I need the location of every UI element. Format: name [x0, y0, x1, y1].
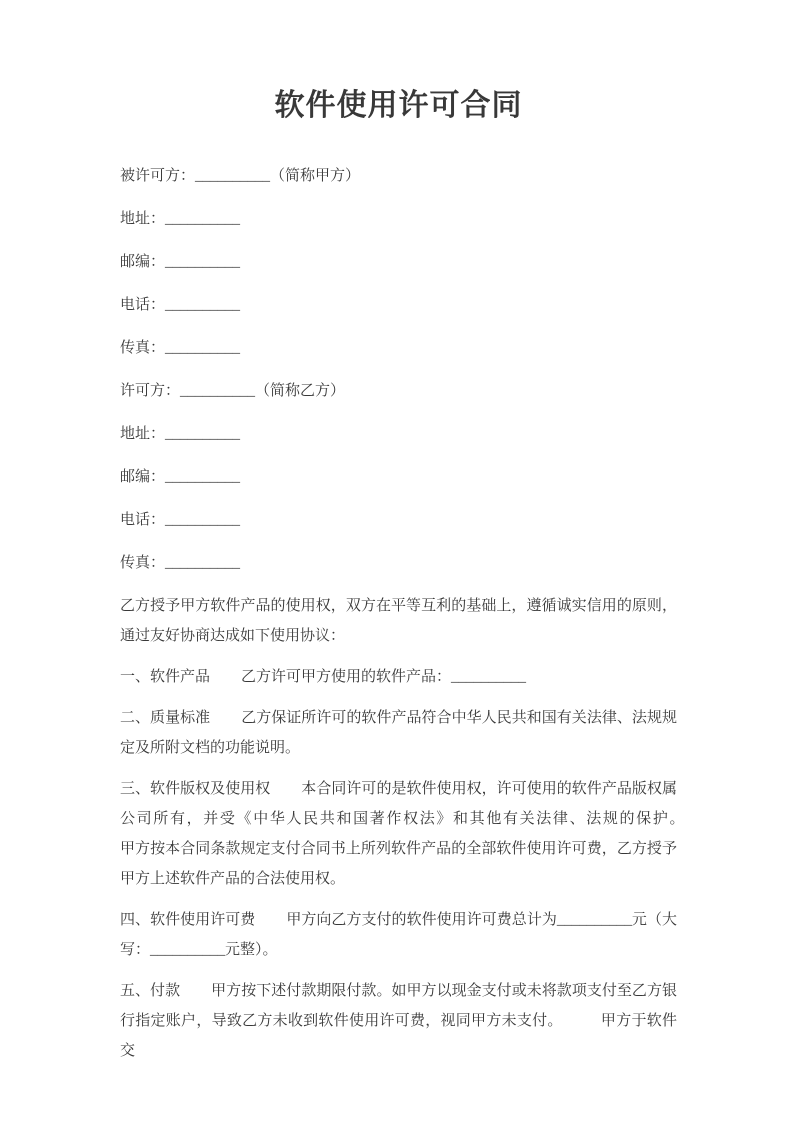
postcode-blank: __________	[165, 254, 241, 270]
licensee-fax-line	[120, 333, 677, 363]
phone-label: 电话：	[120, 512, 166, 528]
licensee-phone-line	[120, 290, 677, 320]
phone-blank: __________	[165, 512, 241, 528]
clause-software-product	[120, 662, 677, 692]
clause-copyright-and-license	[120, 774, 723, 894]
fax-blank: __________	[165, 340, 241, 356]
preamble-paragraph: 乙方授予甲方软件产品的使用权，双方在平等互利的基础上，遵循诚实信用的原则，通过友好协商达成如下使用协议：	[120, 598, 677, 644]
clause-heading-gap	[180, 994, 211, 995]
clause-heading: 四、软件使用许可费	[120, 912, 256, 928]
licensee-name-line	[120, 161, 677, 191]
clause-body: 乙方许可甲方使用的软件产品：__________	[241, 669, 527, 685]
clause-heading-gap	[210, 680, 241, 681]
licensee-address-line	[120, 204, 677, 234]
clause-body: 甲方按下述付款期限付款。如甲方以现金支付或未将款项支付至乙方银行指定账户，导致乙方未收到软件使用许可费，视同甲方未支付。 甲方于软件交	[120, 983, 677, 1059]
clause-license-fee	[120, 905, 677, 965]
clause-payment	[120, 976, 677, 1066]
phone-label: 电话：	[120, 297, 166, 313]
licensor-name-line	[120, 376, 677, 406]
clause-body: 本合同许可的是软件使用权，许可使用的软件产品版权属公司所有，并受《中华人民共和国著作权法》和其他有关法律、法规的保护。 甲方按本合同条款规定支付合同书上所列软件产品的全部软件使用许可费，乙方授予甲方上述软件产品的合法使用权。	[120, 781, 723, 887]
postcode-label: 邮编：	[120, 254, 166, 270]
postcode-label: 邮编：	[120, 469, 166, 485]
clause-quality-standard	[120, 703, 677, 763]
licensor-address-line	[120, 419, 677, 449]
address-blank: __________	[165, 426, 241, 442]
phone-blank: __________	[165, 297, 241, 313]
licensee-label: 被许可方：	[120, 168, 196, 184]
fax-label: 传真：	[120, 555, 166, 571]
clause-heading: 一、软件产品	[120, 669, 211, 685]
licensor-shortname-suffix: （简称乙方）	[255, 383, 346, 399]
clause-heading-gap	[210, 721, 241, 722]
document-title: 软件使用许可合同	[274, 89, 523, 122]
clause-heading-gap	[270, 792, 301, 793]
licensee-postcode-line	[120, 247, 677, 277]
postcode-blank: __________	[165, 469, 241, 485]
licensor-label: 许可方：	[120, 383, 181, 399]
address-label: 地址：	[120, 426, 166, 442]
clause-body: 乙方保证所许可的软件产品符合中华人民共和国有关法律、法规规定及所附文档的功能说明。	[120, 710, 677, 756]
clause-heading: 三、软件版权及使用权	[120, 781, 271, 797]
licensor-postcode-line	[120, 462, 677, 492]
clause-heading: 五、付款	[120, 983, 181, 999]
clause-heading-gap	[255, 923, 286, 924]
fax-label: 传真：	[120, 340, 166, 356]
clause-body: 甲方向乙方支付的软件使用许可费总计为__________元（大写：__________元整）。	[120, 912, 677, 958]
address-label: 地址：	[120, 211, 166, 227]
address-blank: __________	[165, 211, 241, 227]
licensor-phone-line	[120, 505, 677, 535]
licensor-fax-line	[120, 548, 677, 578]
licensee-name-blank: __________	[195, 168, 271, 184]
clause-heading: 二、质量标准	[120, 710, 211, 726]
fax-blank: __________	[165, 555, 241, 571]
licensee-shortname-suffix: （简称甲方）	[270, 168, 361, 184]
licensor-name-blank: __________	[180, 383, 256, 399]
